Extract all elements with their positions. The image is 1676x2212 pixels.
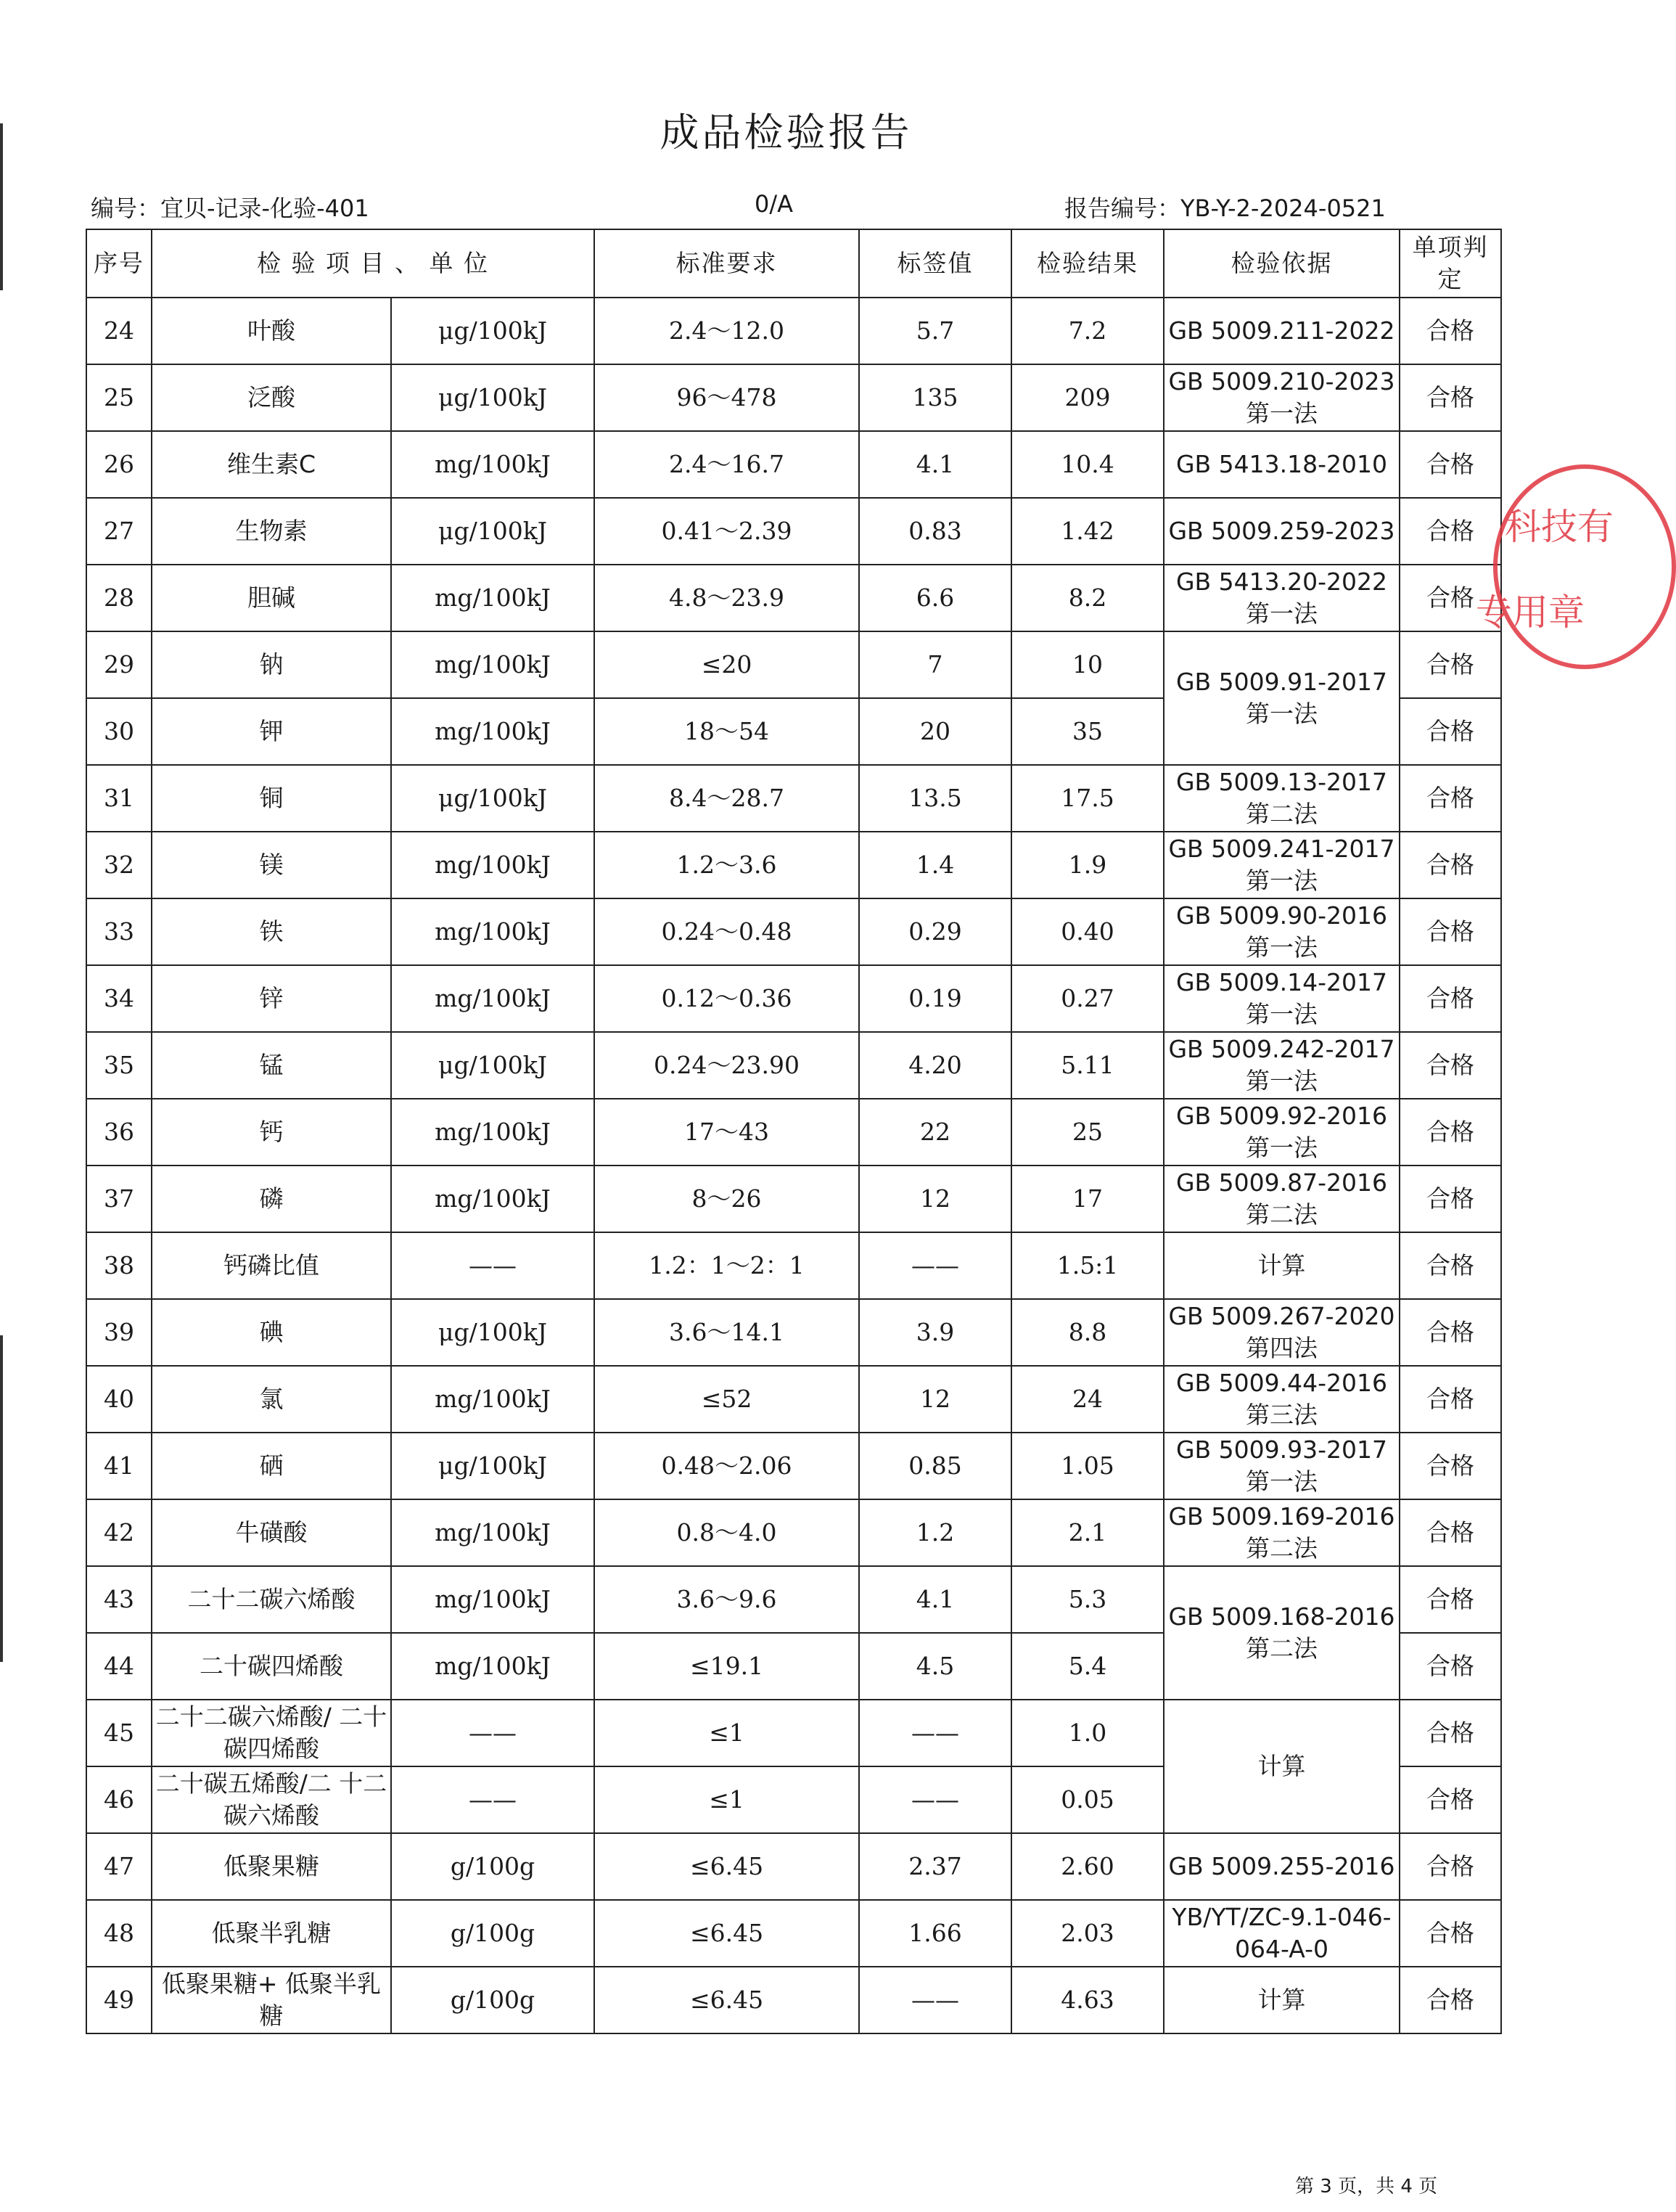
item-unit: mg/100kJ <box>391 1366 594 1433</box>
label-value: 6.6 <box>859 565 1011 631</box>
standard-requirement: 4.8～23.9 <box>594 565 859 631</box>
table-row <box>86 898 1501 965</box>
report-title: 成品检验报告 <box>660 110 913 155</box>
verdict: 合格 <box>1400 698 1501 765</box>
table-row <box>86 565 1501 631</box>
item-unit: —— <box>391 1700 594 1766</box>
standard-requirement: 0.12～0.36 <box>594 965 859 1032</box>
label-value: 135 <box>859 364 1011 431</box>
scan-edge-mark <box>0 1335 3 1662</box>
standard-requirement: 1.2～3.6 <box>594 832 859 898</box>
inspection-table <box>86 229 1502 2034</box>
column-header-standard: 标准要求 <box>594 229 859 298</box>
item-name: 铁 <box>152 898 391 965</box>
item-name: 锰 <box>152 1032 391 1099</box>
row-number: 38 <box>86 1232 152 1299</box>
verdict: 合格 <box>1400 1433 1501 1499</box>
label-value: —— <box>859 1700 1011 1766</box>
verdict: 合格 <box>1400 898 1501 965</box>
item-unit: —— <box>391 1766 594 1833</box>
standard-requirement: 0.41～2.39 <box>594 498 859 565</box>
seal-text-bottom: 专用章 <box>1476 591 1585 634</box>
table-row <box>86 1700 1501 1766</box>
item-name: 镁 <box>152 832 391 898</box>
standard-requirement: 0.24～23.90 <box>594 1032 859 1099</box>
item-unit: μg/100kJ <box>391 1433 594 1499</box>
row-number: 45 <box>86 1700 152 1766</box>
table-row <box>86 1099 1501 1166</box>
verdict: 合格 <box>1400 1299 1501 1366</box>
row-number: 42 <box>86 1499 152 1566</box>
standard-requirement: 0.24～0.48 <box>594 898 859 965</box>
item-unit: g/100g <box>391 1833 594 1900</box>
row-number: 37 <box>86 1166 152 1232</box>
label-value: 1.2 <box>859 1499 1011 1566</box>
red-seal-stamp <box>1476 464 1676 669</box>
test-method: GB 5009.93-2017 第一法 <box>1164 1433 1400 1499</box>
row-number: 40 <box>86 1366 152 1433</box>
item-name: 低聚果糖 <box>152 1833 391 1900</box>
label-value: 0.85 <box>859 1433 1011 1499</box>
standard-requirement: 18～54 <box>594 698 859 765</box>
standard-requirement: ≤19.1 <box>594 1633 859 1700</box>
item-name: 硒 <box>152 1433 391 1499</box>
table-row <box>86 1299 1501 1366</box>
item-unit: mg/100kJ <box>391 1166 594 1232</box>
item-name: 磷 <box>152 1166 391 1232</box>
column-header-label: 标签值 <box>859 229 1011 298</box>
test-result: 0.27 <box>1011 965 1164 1032</box>
verdict: 合格 <box>1400 1633 1501 1700</box>
label-value: 1.4 <box>859 832 1011 898</box>
test-result: 0.40 <box>1011 898 1164 965</box>
verdict: 合格 <box>1400 565 1501 631</box>
test-method: 计算 <box>1164 1967 1400 2033</box>
label-value: 12 <box>859 1166 1011 1232</box>
test-result: 0.05 <box>1011 1766 1164 1833</box>
test-result: 1.5:1 <box>1011 1232 1164 1299</box>
test-result: 17.5 <box>1011 765 1164 832</box>
test-result: 2.60 <box>1011 1833 1164 1900</box>
item-name: 铜 <box>152 765 391 832</box>
label-value: 0.29 <box>859 898 1011 965</box>
test-method: GB 5009.241-2017 第一法 <box>1164 832 1400 898</box>
test-method: GB 5009.14-2017 第一法 <box>1164 965 1400 1032</box>
document-number: 编号：宜贝-记录-化验-401 <box>91 194 369 222</box>
table-row <box>86 1967 1501 2033</box>
item-unit: g/100g <box>391 1900 594 1967</box>
test-result: 209 <box>1011 364 1164 431</box>
item-name: 叶酸 <box>152 298 391 364</box>
item-name: 钙磷比值 <box>152 1232 391 1299</box>
item-name: 钙 <box>152 1099 391 1166</box>
label-value: 0.19 <box>859 965 1011 1032</box>
item-unit: μg/100kJ <box>391 298 594 364</box>
table-row <box>86 1032 1501 1099</box>
label-value: 0.83 <box>859 498 1011 565</box>
standard-requirement: 8～26 <box>594 1166 859 1232</box>
item-unit: mg/100kJ <box>391 431 594 498</box>
table-row <box>86 1566 1501 1633</box>
item-unit: g/100g <box>391 1967 594 2033</box>
verdict: 合格 <box>1400 1566 1501 1633</box>
table-row <box>86 298 1501 364</box>
verdict: 合格 <box>1400 298 1501 364</box>
verdict: 合格 <box>1400 431 1501 498</box>
column-header-method: 检验依据 <box>1164 229 1400 298</box>
row-number: 43 <box>86 1566 152 1633</box>
item-name: 牛磺酸 <box>152 1499 391 1566</box>
test-result: 8.8 <box>1011 1299 1164 1366</box>
column-header-no: 序号 <box>86 229 152 298</box>
label-value: 22 <box>859 1099 1011 1166</box>
row-number: 34 <box>86 965 152 1032</box>
table-row <box>86 1499 1501 1566</box>
test-result: 4.63 <box>1011 1967 1164 2033</box>
table-row <box>86 965 1501 1032</box>
verdict: 合格 <box>1400 1700 1501 1766</box>
label-value: 4.20 <box>859 1032 1011 1099</box>
standard-requirement: ≤1 <box>594 1700 859 1766</box>
item-unit: μg/100kJ <box>391 1299 594 1366</box>
label-value: 3.9 <box>859 1299 1011 1366</box>
column-header-verdict: 单项判定 <box>1400 229 1501 298</box>
test-method: GB 5009.92-2016 第一法 <box>1164 1099 1400 1166</box>
standard-requirement: 8.4～28.7 <box>594 765 859 832</box>
item-unit: μg/100kJ <box>391 1032 594 1099</box>
test-method: GB 5009.259-2023 <box>1164 498 1400 565</box>
label-value: 7 <box>859 631 1011 698</box>
item-name: 二十二碳六烯酸 <box>152 1566 391 1633</box>
label-value: 4.1 <box>859 431 1011 498</box>
item-name: 二十二碳六烯酸/ 二十碳四烯酸 <box>152 1700 391 1766</box>
row-number: 26 <box>86 431 152 498</box>
item-unit: mg/100kJ <box>391 832 594 898</box>
table-row <box>86 431 1501 498</box>
row-number: 35 <box>86 1032 152 1099</box>
item-unit: mg/100kJ <box>391 1499 594 1566</box>
test-result: 1.42 <box>1011 498 1164 565</box>
row-number: 39 <box>86 1299 152 1366</box>
standard-requirement: 96～478 <box>594 364 859 431</box>
test-method: GB 5009.211-2022 <box>1164 298 1400 364</box>
item-name: 胆碱 <box>152 565 391 631</box>
item-name: 碘 <box>152 1299 391 1366</box>
row-number: 31 <box>86 765 152 832</box>
item-name: 二十碳四烯酸 <box>152 1633 391 1700</box>
label-value: 4.5 <box>859 1633 1011 1700</box>
standard-requirement: 1.2：1～2：1 <box>594 1232 859 1299</box>
item-unit: —— <box>391 1232 594 1299</box>
table-row <box>86 498 1501 565</box>
standard-requirement: ≤6.45 <box>594 1900 859 1967</box>
standard-requirement: 17～43 <box>594 1099 859 1166</box>
item-unit: mg/100kJ <box>391 631 594 698</box>
standard-requirement: 0.48～2.06 <box>594 1433 859 1499</box>
item-unit: mg/100kJ <box>391 565 594 631</box>
verdict: 合格 <box>1400 631 1501 698</box>
table-row <box>86 1232 1501 1299</box>
test-method: GB 5009.169-2016 第二法 <box>1164 1499 1400 1566</box>
test-result: 1.0 <box>1011 1700 1164 1766</box>
column-header-item: 检 验 项 目 、 单 位 <box>152 229 594 298</box>
item-name: 二十碳五烯酸/二 十二碳六烯酸 <box>152 1766 391 1833</box>
row-number: 30 <box>86 698 152 765</box>
label-value: 5.7 <box>859 298 1011 364</box>
verdict: 合格 <box>1400 1099 1501 1166</box>
verdict: 合格 <box>1400 1967 1501 2033</box>
test-result: 5.4 <box>1011 1633 1164 1700</box>
item-name: 低聚果糖+ 低聚半乳糖 <box>152 1967 391 2033</box>
item-name: 锌 <box>152 965 391 1032</box>
test-method: GB 5413.18-2010 <box>1164 431 1400 498</box>
test-method: GB 5009.44-2016 第三法 <box>1164 1366 1400 1433</box>
test-method: GB 5009.91-2017 第一法 <box>1164 631 1400 765</box>
label-value: 2.37 <box>859 1833 1011 1900</box>
item-name: 泛酸 <box>152 364 391 431</box>
verdict: 合格 <box>1400 1166 1501 1232</box>
item-name: 钾 <box>152 698 391 765</box>
standard-requirement: 0.8～4.0 <box>594 1499 859 1566</box>
label-value: 13.5 <box>859 765 1011 832</box>
standard-requirement: 3.6～9.6 <box>594 1566 859 1633</box>
item-unit: mg/100kJ <box>391 1099 594 1166</box>
test-result: 17 <box>1011 1166 1164 1232</box>
test-method: GB 5009.210-2023 第一法 <box>1164 364 1400 431</box>
item-unit: mg/100kJ <box>391 965 594 1032</box>
table-row <box>86 1900 1501 1967</box>
test-method: GB 5413.20-2022 第一法 <box>1164 565 1400 631</box>
standard-requirement: ≤6.45 <box>594 1833 859 1900</box>
label-value: —— <box>859 1232 1011 1299</box>
verdict: 合格 <box>1400 965 1501 1032</box>
page-number: 第 3 页，共 4 页 <box>1295 2176 1438 2197</box>
test-result: 35 <box>1011 698 1164 765</box>
test-method: GB 5009.13-2017 第二法 <box>1164 765 1400 832</box>
test-result: 24 <box>1011 1366 1164 1433</box>
test-result: 25 <box>1011 1099 1164 1166</box>
row-number: 36 <box>86 1099 152 1166</box>
table-body <box>86 298 1501 2033</box>
label-value: —— <box>859 1967 1011 2033</box>
row-number: 33 <box>86 898 152 965</box>
standard-requirement: ≤6.45 <box>594 1967 859 2033</box>
row-number: 49 <box>86 1967 152 2033</box>
table-row <box>86 765 1501 832</box>
row-number: 25 <box>86 364 152 431</box>
document-version: 0/A <box>755 190 794 218</box>
table-row <box>86 631 1501 698</box>
label-value: 20 <box>859 698 1011 765</box>
table-row <box>86 1433 1501 1499</box>
standard-requirement: 2.4～12.0 <box>594 298 859 364</box>
table-row <box>86 364 1501 431</box>
verdict: 合格 <box>1400 1366 1501 1433</box>
report-number: 报告编号：YB-Y-2-2024-0521 <box>1064 194 1386 222</box>
item-unit: mg/100kJ <box>391 1566 594 1633</box>
test-method: 计算 <box>1164 1700 1400 1833</box>
test-result: 10 <box>1011 631 1164 698</box>
row-number: 44 <box>86 1633 152 1700</box>
test-result: 7.2 <box>1011 298 1164 364</box>
standard-requirement: 2.4～16.7 <box>594 431 859 498</box>
item-unit: mg/100kJ <box>391 898 594 965</box>
row-number: 28 <box>86 565 152 631</box>
table-row <box>86 1166 1501 1232</box>
verdict: 合格 <box>1400 1499 1501 1566</box>
standard-requirement: ≤52 <box>594 1366 859 1433</box>
label-value: —— <box>859 1766 1011 1833</box>
item-unit: μg/100kJ <box>391 364 594 431</box>
verdict: 合格 <box>1400 364 1501 431</box>
row-number: 29 <box>86 631 152 698</box>
verdict: 合格 <box>1400 1032 1501 1099</box>
item-name: 氯 <box>152 1366 391 1433</box>
verdict: 合格 <box>1400 498 1501 565</box>
test-method: GB 5009.90-2016 第一法 <box>1164 898 1400 965</box>
test-result: 5.11 <box>1011 1032 1164 1099</box>
verdict: 合格 <box>1400 1833 1501 1900</box>
label-value: 12 <box>859 1366 1011 1433</box>
verdict: 合格 <box>1400 1766 1501 1833</box>
test-result: 2.1 <box>1011 1499 1164 1566</box>
label-value: 1.66 <box>859 1900 1011 1967</box>
test-result: 8.2 <box>1011 565 1164 631</box>
standard-requirement: 3.6～14.1 <box>594 1299 859 1366</box>
row-number: 46 <box>86 1766 152 1833</box>
table-row <box>86 1833 1501 1900</box>
item-unit: mg/100kJ <box>391 1633 594 1700</box>
verdict: 合格 <box>1400 765 1501 832</box>
test-result: 1.05 <box>1011 1433 1164 1499</box>
test-result: 5.3 <box>1011 1566 1164 1633</box>
table-header-row <box>86 229 1501 298</box>
row-number: 47 <box>86 1833 152 1900</box>
test-result: 10.4 <box>1011 431 1164 498</box>
row-number: 41 <box>86 1433 152 1499</box>
column-header-result: 检验结果 <box>1011 229 1164 298</box>
item-name: 生物素 <box>152 498 391 565</box>
label-value: 4.1 <box>859 1566 1011 1633</box>
row-number: 27 <box>86 498 152 565</box>
verdict: 合格 <box>1400 1900 1501 1967</box>
item-unit: mg/100kJ <box>391 698 594 765</box>
test-method: GB 5009.87-2016 第二法 <box>1164 1166 1400 1232</box>
table-row <box>86 832 1501 898</box>
standard-requirement: ≤1 <box>594 1766 859 1833</box>
item-name: 钠 <box>152 631 391 698</box>
test-method: YB/YT/ZC-9.1-046- 064-A-0 <box>1164 1900 1400 1967</box>
table-row <box>86 1366 1501 1433</box>
row-number: 32 <box>86 832 152 898</box>
test-method: GB 5009.255-2016 <box>1164 1833 1400 1900</box>
test-method: GB 5009.168-2016 第二法 <box>1164 1566 1400 1700</box>
verdict: 合格 <box>1400 1232 1501 1299</box>
item-unit: μg/100kJ <box>391 765 594 832</box>
item-name: 低聚半乳糖 <box>152 1900 391 1967</box>
test-method: GB 5009.242-2017 第一法 <box>1164 1032 1400 1099</box>
standard-requirement: ≤20 <box>594 631 859 698</box>
verdict: 合格 <box>1400 832 1501 898</box>
test-method: 计算 <box>1164 1232 1400 1299</box>
row-number: 48 <box>86 1900 152 1967</box>
test-result: 1.9 <box>1011 832 1164 898</box>
test-method: GB 5009.267-2020 第四法 <box>1164 1299 1400 1366</box>
test-result: 2.03 <box>1011 1900 1164 1967</box>
row-number: 24 <box>86 298 152 364</box>
item-name: 维生素C <box>152 431 391 498</box>
seal-text-top: 科技有 <box>1505 506 1614 548</box>
item-unit: μg/100kJ <box>391 498 594 565</box>
